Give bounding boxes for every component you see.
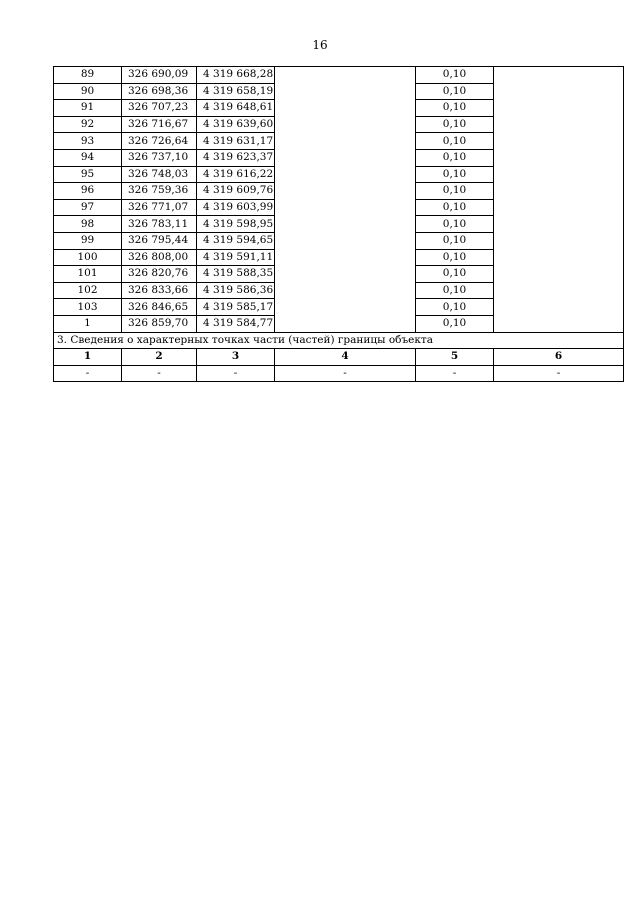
x-coordinate-cell: 326 783,11: [122, 216, 197, 233]
blank-cell: [494, 299, 624, 316]
y-coordinate-cell: 4 319 584,77: [197, 315, 275, 332]
accuracy-cell: 0,10: [416, 216, 494, 233]
blank-cell: [275, 282, 416, 299]
blank-cell: [494, 282, 624, 299]
blank-cell: [494, 83, 624, 100]
blank-cell: [494, 232, 624, 249]
y-coordinate-cell: 4 319 609,76: [197, 183, 275, 200]
section3-value-cell: -: [494, 365, 624, 382]
table-row: [54, 183, 624, 200]
table-row: [54, 249, 624, 266]
blank-cell: [494, 249, 624, 266]
section3-value-cell: -: [122, 365, 197, 382]
point-number-cell: 89: [54, 67, 122, 84]
accuracy-cell: 0,10: [416, 232, 494, 249]
x-coordinate-cell: 326 820,76: [122, 266, 197, 283]
y-coordinate-cell: 4 319 639,60: [197, 116, 275, 133]
y-coordinate-cell: 4 319 585,17: [197, 299, 275, 316]
point-number-cell: 1: [54, 315, 122, 332]
table-row: [54, 166, 624, 183]
table-row: [54, 149, 624, 166]
blank-cell: [494, 266, 624, 283]
y-coordinate-cell: 4 319 603,99: [197, 199, 275, 216]
x-coordinate-cell: 326 771,07: [122, 199, 197, 216]
x-coordinate-cell: 326 698,36: [122, 83, 197, 100]
y-coordinate-cell: 4 319 631,17: [197, 133, 275, 150]
x-coordinate-cell: 326 859,70: [122, 315, 197, 332]
blank-cell: [494, 100, 624, 117]
accuracy-cell: 0,10: [416, 149, 494, 166]
accuracy-cell: 0,10: [416, 282, 494, 299]
blank-cell: [275, 299, 416, 316]
x-coordinate-cell: 326 759,36: [122, 183, 197, 200]
section3-header-cell: 6: [494, 349, 624, 366]
point-number-cell: 102: [54, 282, 122, 299]
y-coordinate-cell: 4 319 594,65: [197, 232, 275, 249]
blank-cell: [494, 216, 624, 233]
accuracy-cell: 0,10: [416, 67, 494, 84]
blank-cell: [275, 183, 416, 200]
accuracy-cell: 0,10: [416, 266, 494, 283]
x-coordinate-cell: 326 833,66: [122, 282, 197, 299]
blank-cell: [494, 116, 624, 133]
y-coordinate-cell: 4 319 591,11: [197, 249, 275, 266]
accuracy-cell: 0,10: [416, 100, 494, 117]
table-row: [54, 83, 624, 100]
blank-cell: [494, 149, 624, 166]
accuracy-cell: 0,10: [416, 199, 494, 216]
x-coordinate-cell: 326 707,23: [122, 100, 197, 117]
point-number-cell: 99: [54, 232, 122, 249]
section3-value-row: [54, 365, 624, 382]
blank-cell: [275, 232, 416, 249]
blank-cell: [275, 100, 416, 117]
point-number-cell: 93: [54, 133, 122, 150]
section3-value-cell: -: [416, 365, 494, 382]
coordinates-table: [53, 66, 624, 382]
table-row: [54, 299, 624, 316]
y-coordinate-cell: 4 319 616,22: [197, 166, 275, 183]
table-row: [54, 116, 624, 133]
blank-cell: [494, 166, 624, 183]
blank-cell: [275, 133, 416, 150]
point-number-cell: 90: [54, 83, 122, 100]
table-row: [54, 282, 624, 299]
table-row: [54, 232, 624, 249]
point-number-cell: 96: [54, 183, 122, 200]
section3-header-cell: 1: [54, 349, 122, 366]
x-coordinate-cell: 326 808,00: [122, 249, 197, 266]
blank-cell: [275, 67, 416, 84]
x-coordinate-cell: 326 716,67: [122, 116, 197, 133]
blank-cell: [275, 249, 416, 266]
section3-header-cell: 3: [197, 349, 275, 366]
point-number-cell: 94: [54, 149, 122, 166]
section3-value-cell: -: [275, 365, 416, 382]
section3-header-cell: 5: [416, 349, 494, 366]
table-row: [54, 315, 624, 332]
x-coordinate-cell: 326 690,09: [122, 67, 197, 84]
blank-cell: [275, 266, 416, 283]
accuracy-cell: 0,10: [416, 83, 494, 100]
blank-cell: [275, 116, 416, 133]
table-row: [54, 67, 624, 84]
y-coordinate-cell: 4 319 648,61: [197, 100, 275, 117]
section3-title-row: [54, 332, 624, 349]
point-number-cell: 100: [54, 249, 122, 266]
x-coordinate-cell: 326 748,03: [122, 166, 197, 183]
blank-cell: [275, 149, 416, 166]
table-row: [54, 216, 624, 233]
page-number: 16: [312, 38, 328, 52]
accuracy-cell: 0,10: [416, 133, 494, 150]
section3-title: 3. Сведения о характерных точках части (частей) границы объекта: [54, 332, 624, 349]
table-row: [54, 266, 624, 283]
point-number-cell: 92: [54, 116, 122, 133]
blank-cell: [494, 183, 624, 200]
point-number-cell: 91: [54, 100, 122, 117]
accuracy-cell: 0,10: [416, 116, 494, 133]
y-coordinate-cell: 4 319 586,36: [197, 282, 275, 299]
y-coordinate-cell: 4 319 658,19: [197, 83, 275, 100]
blank-cell: [275, 216, 416, 233]
x-coordinate-cell: 326 846,65: [122, 299, 197, 316]
blank-cell: [275, 199, 416, 216]
x-coordinate-cell: 326 726,64: [122, 133, 197, 150]
table-row: [54, 199, 624, 216]
blank-cell: [494, 133, 624, 150]
point-number-cell: 95: [54, 166, 122, 183]
blank-cell: [275, 315, 416, 332]
blank-cell: [275, 83, 416, 100]
coordinates-table-body: [54, 67, 624, 333]
point-number-cell: 103: [54, 299, 122, 316]
section3-header-row: [54, 349, 624, 366]
accuracy-cell: 0,10: [416, 166, 494, 183]
y-coordinate-cell: 4 319 598,95: [197, 216, 275, 233]
table-row: [54, 133, 624, 150]
accuracy-cell: 0,10: [416, 249, 494, 266]
section3-header-cell: 4: [275, 349, 416, 366]
y-coordinate-cell: 4 319 623,37: [197, 149, 275, 166]
table-row: [54, 100, 624, 117]
section3-body: [54, 332, 624, 382]
accuracy-cell: 0,10: [416, 183, 494, 200]
point-number-cell: 98: [54, 216, 122, 233]
x-coordinate-cell: 326 737,10: [122, 149, 197, 166]
section3-value-cell: -: [54, 365, 122, 382]
x-coordinate-cell: 326 795,44: [122, 232, 197, 249]
point-number-cell: 101: [54, 266, 122, 283]
accuracy-cell: 0,10: [416, 315, 494, 332]
blank-cell: [494, 67, 624, 84]
section3-value-cell: -: [197, 365, 275, 382]
point-number-cell: 97: [54, 199, 122, 216]
accuracy-cell: 0,10: [416, 299, 494, 316]
blank-cell: [275, 166, 416, 183]
y-coordinate-cell: 4 319 668,28: [197, 67, 275, 84]
blank-cell: [494, 315, 624, 332]
blank-cell: [494, 199, 624, 216]
y-coordinate-cell: 4 319 588,35: [197, 266, 275, 283]
section3-header-cell: 2: [122, 349, 197, 366]
